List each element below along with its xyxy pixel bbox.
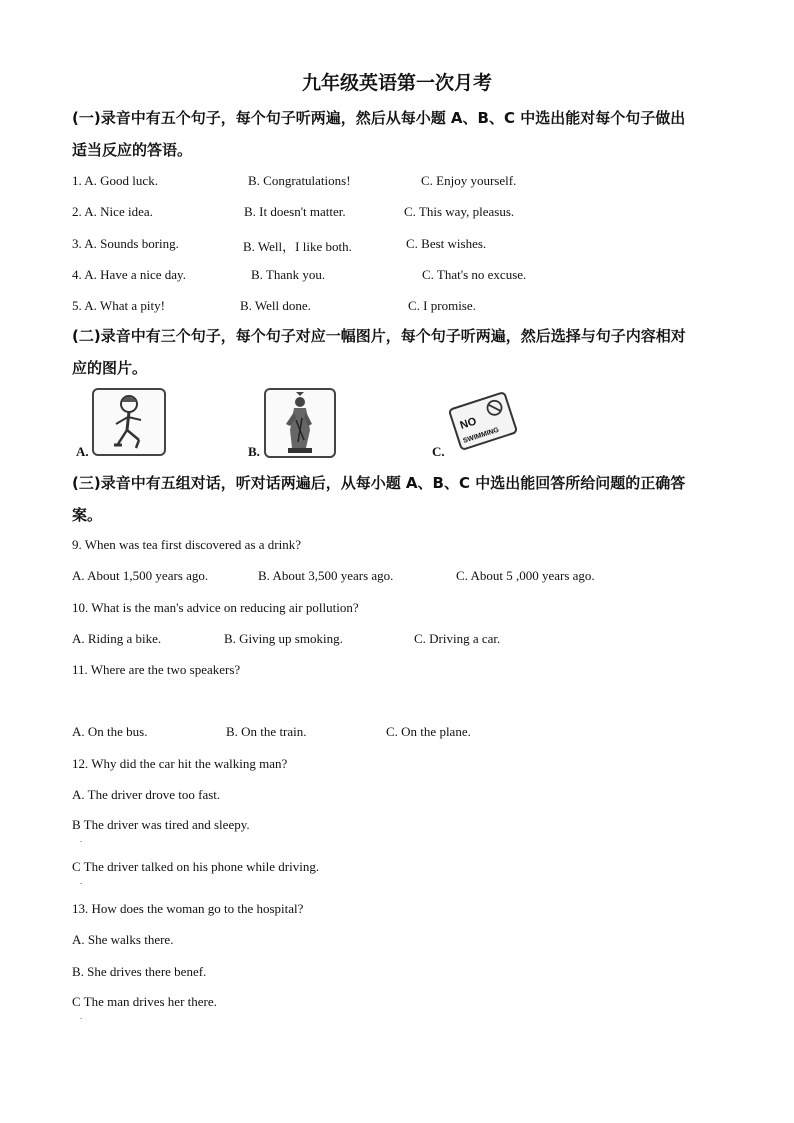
q2-option-c: C. This way, pleasus. — [404, 204, 515, 219]
running-boy-icon — [94, 390, 164, 454]
q12-option-c: C The driver talked on his phone while driving. — [72, 859, 320, 874]
picture-b-statue — [264, 388, 336, 458]
sign-text-swimming: SWIMMING — [462, 426, 500, 445]
q3-option-a: 3. A. Sounds boring. — [72, 236, 179, 251]
picture-c-label: C. — [432, 444, 445, 459]
picture-a-running-boy — [92, 388, 166, 456]
q4-option-a: 4. A. Have a nice day. — [72, 267, 186, 282]
q10-option-c: C. Driving a car. — [414, 631, 501, 646]
q12-option-a: A. The driver drove too fast. — [72, 787, 221, 802]
q9-option-b: B. About 3,500 years ago. — [258, 568, 394, 583]
q3-option-c: C. Best wishes. — [406, 236, 487, 251]
q4-option-c: C. That's no excuse. — [422, 267, 527, 282]
picture-a-label: A. — [76, 444, 89, 459]
q12-question: 12. Why did the car hit the walking man? — [72, 756, 288, 771]
q11-option-a: A. On the bus. — [72, 724, 148, 739]
q1-option-a: 1. A. Good luck. — [72, 173, 158, 188]
picture-b-label: B. — [248, 444, 260, 459]
stray-dot: . — [80, 834, 83, 844]
q13-option-a: A. She walks there. — [72, 932, 174, 947]
no-swimming-sign-icon — [448, 388, 518, 454]
section-1-instruction-line-1: (一)录音中有五个句子，每个句子听两遍，然后从每小题 A、B、C 中选出能对每个句子做出 — [72, 109, 686, 127]
q4-option-b: B. Thank you. — [251, 267, 326, 282]
q5-option-a: 5. A. What a pity! — [72, 298, 165, 313]
page-title: 九年级英语第一次月考 — [301, 72, 492, 94]
q1-option-b: B. Congratulations! — [248, 173, 351, 188]
q13-option-b: B. She drives there benef. — [72, 964, 207, 979]
q5-option-b: B. Well done. — [240, 298, 311, 313]
q11-question: 11. Where are the two speakers? — [72, 662, 241, 677]
q2-option-b: B. It doesn't matter. — [244, 204, 346, 219]
q13-question: 13. How does the woman go to the hospital? — [72, 901, 304, 916]
section-2-instruction-line-1: (二)录音中有三个句子，每个句子对应一幅图片，每个句子听两遍，然后选择与句子内容相对 — [72, 327, 686, 345]
sign-text-no: NO — [458, 415, 479, 432]
section-1-instruction-line-2: 适当反应的答语。 — [72, 141, 193, 159]
q2-option-a: 2. A. Nice idea. — [72, 204, 153, 219]
q3-option-b: B. Well，I like both. — [243, 239, 352, 254]
q11-option-c: C. On the plane. — [386, 724, 471, 739]
q10-option-b: B. Giving up smoking. — [224, 631, 343, 646]
section-2-instruction-line-2: 应的图片。 — [72, 359, 148, 377]
statue-icon — [266, 390, 334, 456]
q9-option-c: C. About 5 ,000 years ago. — [456, 568, 595, 583]
q13-option-c: C The man drives her there. — [72, 994, 217, 1009]
section-3-instruction-line-1: (三)录音中有五组对话，听对话两遍后，从每小题 A、B、C 中选出能回答所给问题的正确答 — [72, 474, 686, 492]
section-3-instruction-line-2: 案。 — [72, 506, 103, 524]
q11-option-b: B. On the train. — [226, 724, 307, 739]
q9-question: 9. When was tea first discovered as a drink? — [72, 537, 301, 552]
stray-dot: . — [80, 1011, 83, 1021]
q12-option-b: B The driver was tired and sleepy. — [72, 817, 250, 832]
stray-dot: . — [80, 876, 83, 886]
picture-c-no-swimming-sign — [448, 388, 518, 454]
q9-option-a: A. About 1,500 years ago. — [72, 568, 209, 583]
q10-option-a: A. Riding a bike. — [72, 631, 162, 646]
q1-option-c: C. Enjoy yourself. — [421, 173, 517, 188]
q5-option-c: C. I promise. — [408, 298, 476, 313]
q10-question: 10. What is the man's advice on reducing air pollution? — [72, 600, 359, 615]
